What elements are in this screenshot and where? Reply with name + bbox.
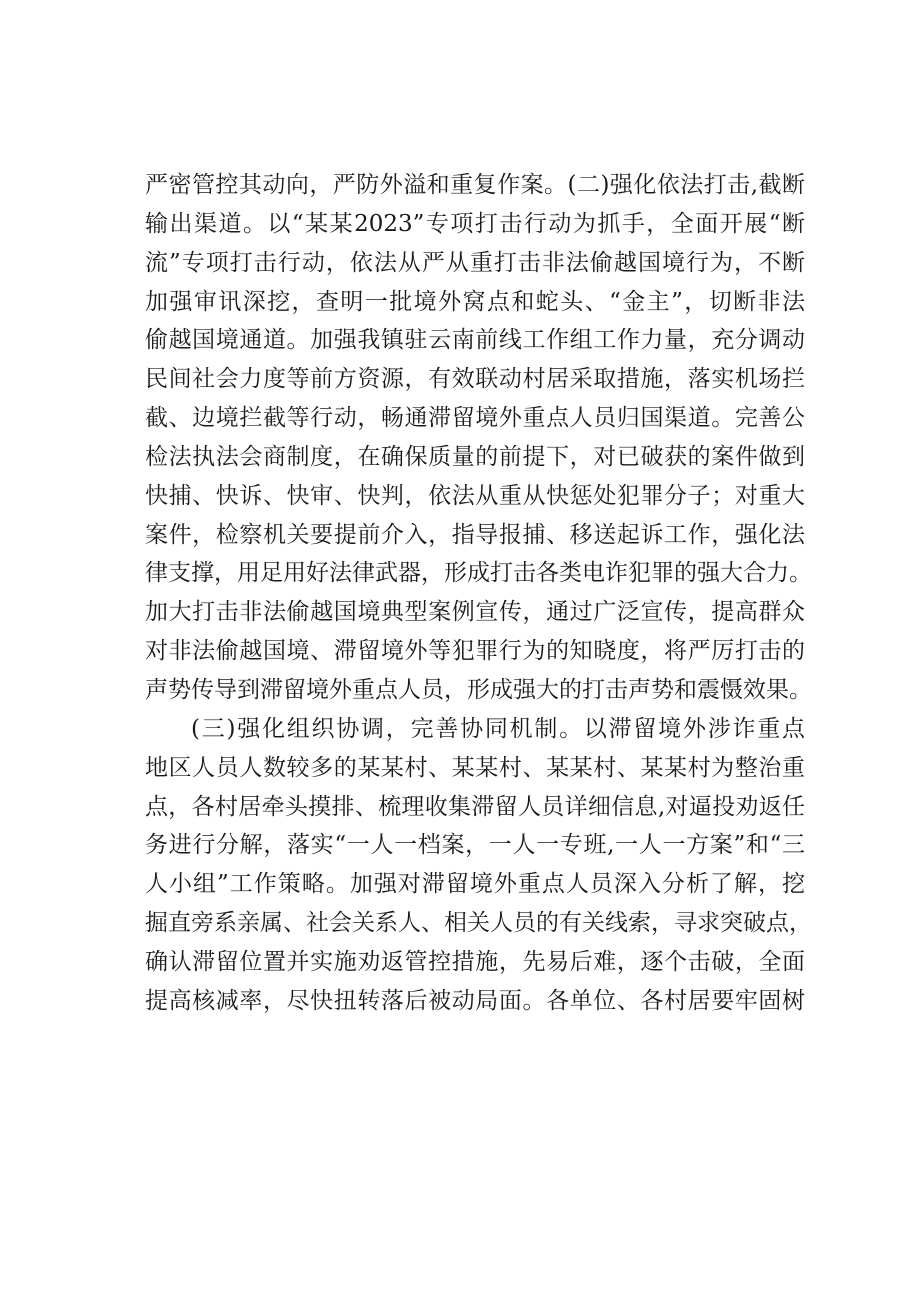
paragraph-line: (三)强化组织协调，完善协同机制。以滞留境外涉诈重点 [191, 715, 805, 742]
paragraph-line: 地区人员人数较多的某某村、某某村、某某村、某某村为整治重 [145, 754, 805, 781]
paragraph-line: 加大打击非法偷越国境典型案例宣传，通过广泛宣传，提高群众 [145, 599, 805, 626]
paragraph-line: 点，各村居牵头摸排、梳理收集滞留人员详细信息,对逼投劝返任 [145, 793, 805, 820]
paragraph-line: 检法执法会商制度，在确保质量的前提下，对已破获的案件做到 [145, 443, 805, 470]
paragraph-line: 案件，检察机关要提前介入，指导报捕、移送起诉工作，强化法 [145, 521, 805, 548]
paragraph-line: 截、边境拦截等行动，畅通滞留境外重点人员归国渠道。完善公 [145, 405, 805, 432]
paragraph-line: 偷越国境通道。加强我镇驻云南前线工作组工作力量，充分调动 [145, 327, 805, 354]
paragraph-line: 加强审讯深挖，查明一批境外窝点和蛇头、“金主”，切断非法 [145, 288, 805, 315]
paragraph-2 [145, 710, 812, 1021]
paragraph-line: 律支撑，用足用好法律武器，形成打击各类电诈犯罪的强大合力。 [145, 560, 812, 587]
paragraph-line: 民间社会力度等前方资源，有效联动村居采取措施，落实机场拦 [145, 366, 805, 393]
paragraph-line: 快捕、快诉、快审、快判，依法从重从快惩处犯罪分子；对重大 [145, 482, 805, 509]
paragraph-line: 人小组”工作策略。加强对滞留境外重点人员深入分析了解，挖 [145, 871, 805, 898]
document-body [145, 166, 812, 1021]
paragraph-line: 流”专项打击行动，依法从严从重打击非法偷越国境行为，不断 [145, 249, 805, 276]
paragraph-line: 务进行分解，落实“一人一档案，一人一专班,一人一方案”和“三 [145, 832, 805, 859]
paragraph-line: 提高核减率，尽快扭转落后被动局面。各单位、各村居要牢固树 [145, 987, 805, 1014]
paragraph-line: 严密管控其动向，严防外溢和重复作案。(二)强化依法打击,截断 [145, 172, 805, 198]
paragraph-1 [145, 166, 812, 710]
paragraph-line: 声势传导到滞留境外重点人员，形成强大的打击声势和震慑效果。 [145, 676, 812, 703]
paragraph-line: 掘直旁系亲属、社会关系人、相关人员的有关线索，寻求突破点， [145, 910, 812, 937]
paragraph-line: 对非法偷越国境、滞留境外等犯罪行为的知晓度，将严厉打击的 [145, 638, 805, 665]
paragraph-line: 确认滞留位置并实施劝返管控措施，先易后难，逐个击破，全面 [145, 948, 805, 975]
paragraph-line: 输出渠道。以“某某2023”专项打击行动为抓手，全面开展“断 [145, 210, 805, 237]
